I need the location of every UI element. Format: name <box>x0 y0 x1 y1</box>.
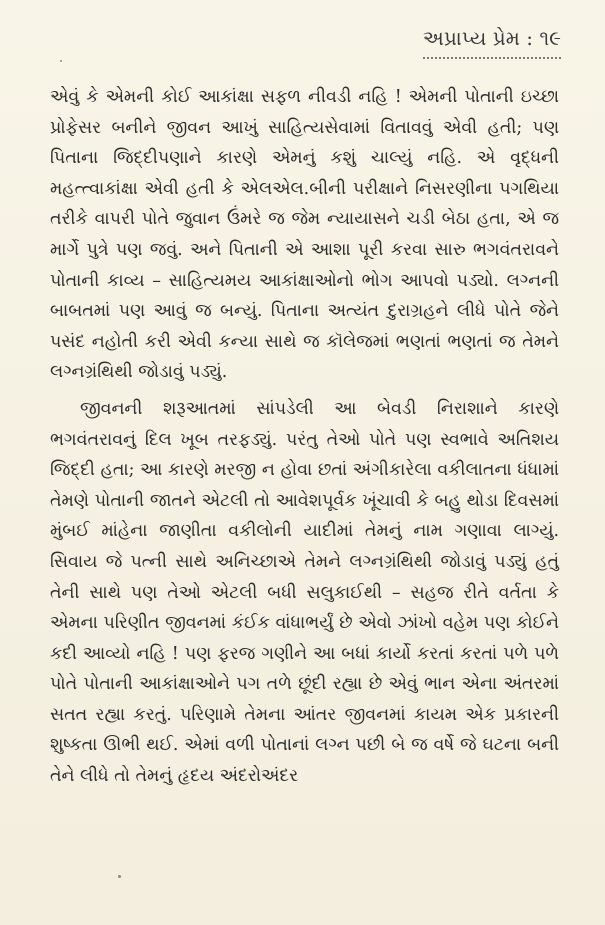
page-body <box>50 82 559 798</box>
paper-speck <box>118 875 121 878</box>
running-header <box>423 26 561 59</box>
running-title: અપ્રાપ્ય પ્રેમ : ૧૯ <box>422 26 561 50</box>
paragraph-1: એવું કે એમની કોઈ આકાંક્ષા સફળ નીવડી નહિ ! એમની પોતાની ઇચ્છા પ્રોફેસર બનીને જીવન આખું સાહિત્યસેવામાં વિતાવવું એવી હતી; પણ પિતાના જિદ્દીપણાને કારણે એમનું કશું ચાલ્યું નહિ. એ વૃદ્ધની મહત્ત્વાકાંક્ષા એવી હતી કે એલએલ.બીની પરીક્ષાને નિસરણીના પગથિયા તરીકે વાપરી પોતે જુવાન ઉંમરે જ જેમ ન્યાયાસને ચડી બેઠા હતા, એ જ માર્ગે પુત્રે પણ જવું. અને પિતાની એ આશા પૂરી કરવા સારુ ભગવંતરાવને પોતાની કાવ્ય – સાહિત્યમય આકાંક્ષાઓનો ભોગ આપવો પડ્યો. લગ્નની બાબતમાં પણ આવું જ બન્યું. પિતાના અત્યંત દુરાગ્રહને લીધે પોતે જેને પસંદ નહોતી કરી એવી કન્યા સાથે જ કૉલેજમાં ભણતાં ભણતાં જ તેમને લગ્નગ્રંથિથી જોડાવું પડ્યું. <box>50 87 559 383</box>
paragraph-2: જીવનની શરૂઆતમાં સાંપડેલી આ બેવડી નિરાશાને કારણે ભગવંતરાવનું દિલ ખૂબ તરફડ્યું. પરંતુ તેઓ પોતે પણ સ્વભાવે અતિશય જિદ્દી હતા; આ કારણે મરજી ન હોવા છતાં અંગીકારેલા વકીલાતના ધંધામાં તેમણે પોતાની જાતને એટલી તો આવેશપૂર્વક ખૂંચાવી કે બહુ થોડા દિવસમાં મુંબઈ માંહેના જાણીતા વકીલોની યાદીમાં તેમનું નામ ગણાવા લાગ્યું. સિવાય જે પત્ની સાથે અનિચ્છાએ તેમને લગ્નગ્રંથિથી જોડાવું પડ્યું હતું તેની સાથે પણ તેઓ એટલી બધી સલુકાઈથી – સહજ રીતે વર્તતા કે એમના પરિણીત જીવનમાં કંઈક વાંધાભર્યું છે એવો ઝાંખો વહેમ પણ કોઈને કદી આવ્યો નહિ ! પણ ફરજ ગણીને આ બધાં કાર્યો કરતાં કરતાં પળે પળે પોતે પોતાની આકાંક્ષાઓને પગ તળે છૂંદી રહ્યા છે એવું ભાન એના અંતરમાં સતત રહ્યા કરતું. પરિણામે તેમના આંતર જીવનમાં કાયમ એક પ્રકારની શુષ્કતા ઊભી થઈ. એમાં વળી પોતાનાં લગ્ન પછી બે જ વર્ષે જે ઘટના બની તેને લીધે તો તેમનું હૃદય અંદરોઅંદર <box>50 398 559 787</box>
paper-speck <box>60 60 62 62</box>
header-rule <box>423 54 561 59</box>
